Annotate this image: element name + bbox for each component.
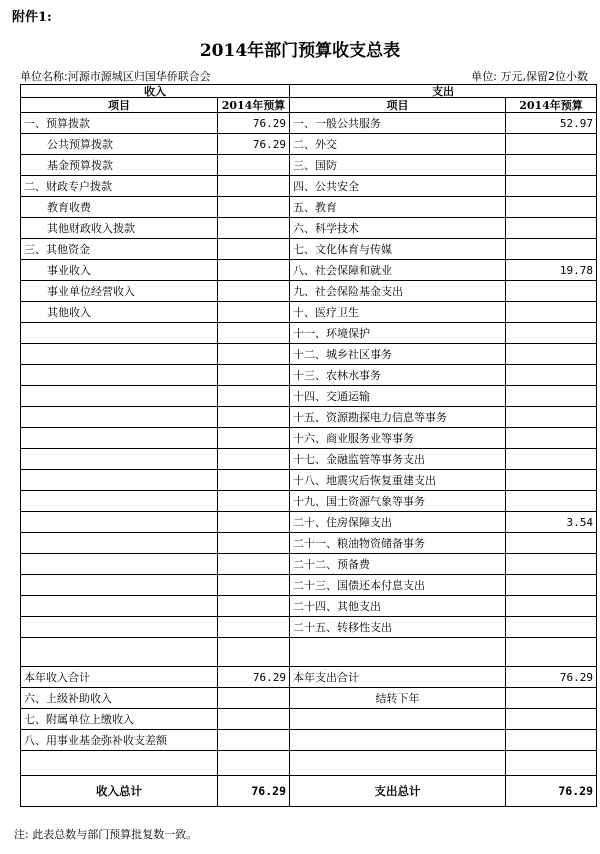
table-row: [21, 302, 597, 323]
income-item-header: 项目: [21, 98, 218, 113]
expense-item-cell: 二十二、预备费: [290, 554, 506, 575]
expense-item-cell: 二、外交: [290, 134, 506, 155]
income-item-cell: [21, 575, 218, 596]
income-value-cell: [218, 470, 290, 491]
income-item-cell: 公共预算拨款: [21, 134, 218, 155]
expense-value-cell: [506, 302, 597, 323]
unit-name: 单位名称:河源市源城区归国华侨联合会: [20, 70, 211, 83]
section-header-row: [21, 85, 597, 98]
income-item-cell: 事业单位经营收入: [21, 281, 218, 302]
income-section-header: 收入: [21, 85, 290, 98]
table-row: [21, 470, 597, 491]
expense-total-label: 支出总计: [290, 776, 506, 807]
extra-expense-label: [290, 709, 506, 730]
income-item-cell: [21, 554, 218, 575]
expense-value-cell: [506, 281, 597, 302]
expense-value-cell: [506, 554, 597, 575]
table-row: [21, 449, 597, 470]
table-row: [21, 512, 597, 533]
expense-item-cell: 九、社会保险基金支出: [290, 281, 506, 302]
table-row: [21, 554, 597, 575]
table-row: [21, 134, 597, 155]
income-value-cell: [218, 197, 290, 218]
expense-value-cell: [506, 449, 597, 470]
expense-budget-header: 2014年预算: [506, 98, 597, 113]
table-row: [21, 239, 597, 260]
expense-value-cell: [506, 323, 597, 344]
income-value-cell: [218, 176, 290, 197]
income-value-cell: [218, 491, 290, 512]
income-value-cell: [218, 575, 290, 596]
expense-value-cell: [506, 197, 597, 218]
expense-item-cell: 十九、国土资源气象等事务: [290, 491, 506, 512]
page-title: 2014年部门预算收支总表: [199, 41, 401, 61]
income-value-cell: [218, 302, 290, 323]
expense-subtotal-label: 本年支出合计: [290, 667, 506, 688]
table-row: [21, 323, 597, 344]
expense-section-header: 支出: [290, 85, 597, 98]
expense-item-cell: 十六、商业服务业等事务: [290, 428, 506, 449]
expense-item-cell: 十八、地震灾后恢复重建支出: [290, 470, 506, 491]
spacer-row: [21, 638, 597, 667]
income-value-cell: [218, 533, 290, 554]
table-row: [21, 113, 597, 134]
column-header-row: [21, 98, 597, 113]
expense-value-cell: 19.78: [506, 260, 597, 281]
table-row: [21, 575, 597, 596]
expense-item-cell: 二十、住房保障支出: [290, 512, 506, 533]
extra-expense-label: [290, 730, 506, 751]
income-item-cell: [21, 428, 218, 449]
income-subtotal-value: 76.29: [218, 667, 290, 688]
expense-value-cell: [506, 407, 597, 428]
income-value-cell: 76.29: [218, 134, 290, 155]
income-value-cell: [218, 449, 290, 470]
expense-item-cell: 十七、金融监管等事务支出: [290, 449, 506, 470]
expense-item-cell: 二十五、转移性支出: [290, 617, 506, 638]
income-item-cell: [21, 491, 218, 512]
income-item-cell: [21, 470, 218, 491]
income-item-cell: [21, 449, 218, 470]
table-row: [21, 281, 597, 302]
table-row: [21, 260, 597, 281]
expense-item-cell: 十三、农林水事务: [290, 365, 506, 386]
income-item-cell: 三、其他资金: [21, 239, 218, 260]
income-total-value: 76.29: [218, 776, 290, 807]
table-row: [21, 218, 597, 239]
income-value-cell: [218, 365, 290, 386]
income-value-cell: [218, 617, 290, 638]
expense-item-cell: 八、社会保障和就业: [290, 260, 506, 281]
income-item-cell: [21, 512, 218, 533]
expense-item-cell: 十一、环境保护: [290, 323, 506, 344]
footnote: 注: 此表总数与部门预算批复数一致。: [14, 828, 198, 841]
expense-item-cell: 十四、交通运输: [290, 386, 506, 407]
income-value-cell: [218, 155, 290, 176]
income-item-cell: [21, 344, 218, 365]
expense-item-cell: 三、国防: [290, 155, 506, 176]
expense-value-cell: [506, 344, 597, 365]
expense-item-cell: 十五、资源勘探电力信息等事务: [290, 407, 506, 428]
extra-income-label: 六、上级补助收入: [21, 688, 218, 709]
expense-value-cell: [506, 470, 597, 491]
expense-item-header: 项目: [290, 98, 506, 113]
income-value-cell: [218, 344, 290, 365]
table-row: [21, 596, 597, 617]
income-item-cell: 一、预算拨款: [21, 113, 218, 134]
income-total-label: 收入总计: [21, 776, 218, 807]
expense-value-cell: [506, 575, 597, 596]
income-value-cell: 76.29: [218, 113, 290, 134]
expense-value-cell: 52.97: [506, 113, 597, 134]
table-row: [21, 407, 597, 428]
income-item-cell: [21, 323, 218, 344]
table-row: [21, 533, 597, 554]
attachment-label: 附件1:: [12, 10, 52, 25]
expense-value-cell: [506, 617, 597, 638]
income-item-cell: [21, 407, 218, 428]
income-value-cell: [218, 428, 290, 449]
expense-value-cell: [506, 491, 597, 512]
table-row: [21, 176, 597, 197]
expense-item-cell: 六、科学技术: [290, 218, 506, 239]
income-item-cell: 基金预算拨款: [21, 155, 218, 176]
expense-item-cell: 五、教育: [290, 197, 506, 218]
subtotal-row: [21, 667, 597, 688]
income-item-cell: 其他收入: [21, 302, 218, 323]
expense-value-cell: [506, 386, 597, 407]
extra-income-label: 八、用事业基金弥补收支差额: [21, 730, 218, 751]
income-value-cell: [218, 281, 290, 302]
grand-total-row: [21, 776, 597, 807]
expense-item-cell: 十、医疗卫生: [290, 302, 506, 323]
budget-table: [20, 84, 597, 807]
expense-value-cell: [506, 239, 597, 260]
expense-item-cell: 四、公共安全: [290, 176, 506, 197]
expense-value-cell: [506, 134, 597, 155]
expense-value-cell: [506, 596, 597, 617]
income-value-cell: [218, 596, 290, 617]
table-row: [21, 428, 597, 449]
income-value-cell: [218, 239, 290, 260]
expense-item-cell: 十二、城乡社区事务: [290, 344, 506, 365]
income-item-cell: 二、财政专户拨款: [21, 176, 218, 197]
table-body: [21, 113, 597, 638]
expense-item-cell: 一、一般公共服务: [290, 113, 506, 134]
extra-row: [21, 730, 597, 751]
extra-row: [21, 688, 597, 709]
expense-subtotal-value: 76.29: [506, 667, 597, 688]
extra-expense-label: 结转下年: [290, 688, 506, 709]
table-row: [21, 344, 597, 365]
extra-row: [21, 709, 597, 730]
income-item-cell: 事业收入: [21, 260, 218, 281]
income-value-cell: [218, 260, 290, 281]
expense-value-cell: [506, 533, 597, 554]
income-item-cell: 教育收费: [21, 197, 218, 218]
unit-note: 单位: 万元,保留2位小数: [471, 70, 588, 83]
extra-income-label: 七、附属单位上缴收入: [21, 709, 218, 730]
expense-value-cell: [506, 155, 597, 176]
income-item-cell: [21, 596, 218, 617]
expense-item-cell: 七、文化体育与传媒: [290, 239, 506, 260]
income-item-cell: [21, 365, 218, 386]
table-row: [21, 386, 597, 407]
income-value-cell: [218, 512, 290, 533]
income-item-cell: [21, 386, 218, 407]
table-row: [21, 491, 597, 512]
income-subtotal-label: 本年收入合计: [21, 667, 218, 688]
spacer-row: [21, 751, 597, 776]
income-item-cell: [21, 533, 218, 554]
table-row: [21, 155, 597, 176]
table-row: [21, 365, 597, 386]
table-row: [21, 197, 597, 218]
income-value-cell: [218, 386, 290, 407]
expense-value-cell: [506, 176, 597, 197]
income-value-cell: [218, 323, 290, 344]
expense-item-cell: 二十一、粮油物资储备事务: [290, 533, 506, 554]
expense-total-value: 76.29: [506, 776, 597, 807]
table-row: [21, 617, 597, 638]
income-value-cell: [218, 554, 290, 575]
income-item-cell: [21, 617, 218, 638]
expense-value-cell: [506, 365, 597, 386]
expense-item-cell: 二十四、其他支出: [290, 596, 506, 617]
expense-value-cell: 3.54: [506, 512, 597, 533]
expense-item-cell: 二十三、国债还本付息支出: [290, 575, 506, 596]
income-value-cell: [218, 218, 290, 239]
income-item-cell: 其他财政收入拨款: [21, 218, 218, 239]
income-value-cell: [218, 407, 290, 428]
expense-value-cell: [506, 428, 597, 449]
expense-value-cell: [506, 218, 597, 239]
income-budget-header: 2014年预算: [218, 98, 290, 113]
